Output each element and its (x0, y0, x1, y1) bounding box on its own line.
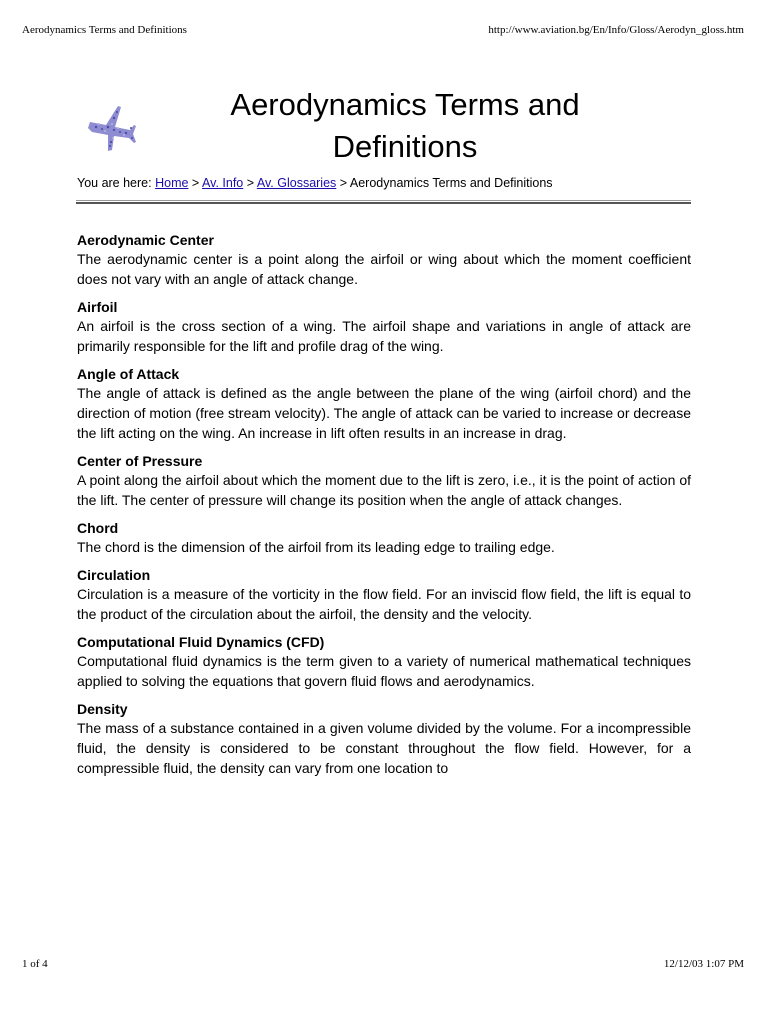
page-title: Aerodynamics Terms and Definitions (230, 87, 580, 164)
term-definition: Circulation is a measure of the vorticity in the flow field. For an inviscid flow field, the lift is equal to the product of the circulation about the airfoil, the density and the velocity. (77, 586, 691, 622)
breadcrumb (77, 176, 553, 190)
print-footer-page: 1 of 4 (22, 958, 48, 970)
glossary-term (77, 634, 691, 691)
print-header-title: Aerodynamics Terms and Definitions (22, 24, 187, 36)
breadcrumb-separator: > (339, 176, 348, 190)
glossary-term (77, 366, 691, 443)
breadcrumb-prefix: You are here: (77, 176, 152, 190)
header-divider (76, 200, 691, 204)
glossary-term (77, 701, 691, 778)
term-name: Center of Pressure (77, 453, 203, 469)
breadcrumb-separator: > (246, 176, 255, 190)
glossary-term (77, 453, 691, 510)
glossary-term (77, 232, 691, 289)
breadcrumb-link-av-info[interactable]: Av. Info (202, 176, 244, 190)
term-name: Aerodynamic Center (77, 232, 214, 248)
print-footer-datetime: 12/12/03 1:07 PM (663, 958, 744, 970)
airplane-icon[interactable] (84, 100, 138, 154)
term-name: Density (77, 701, 128, 717)
term-definition: An airfoil is the cross section of a wing. The airfoil shape and variations in angle of attack are primarily responsible for the lift and profile drag of the wing. (77, 318, 691, 354)
term-name: Angle of Attack (77, 366, 180, 382)
glossary-list (77, 232, 691, 788)
term-definition: The aerodynamic center is a point along the airfoil or wing about which the moment coefficient does not vary with an angle of attack change. (77, 251, 691, 287)
term-definition: The mass of a substance contained in a given volume divided by the volume. For a incompressible fluid, the density is considered to be constant throughout the flow field. However, for a compressible fluid, the density can vary from one location to (77, 720, 691, 776)
term-definition: Computational fluid dynamics is the term given to a variety of numerical mathematical techniques applied to solving the equations that govern fluid flows and aerodynamics. (77, 653, 691, 689)
term-definition: A point along the airfoil about which the moment due to the lift is zero, i.e., it is the point of action of the lift. The center of pressure will change its position when the angle of attack changes. (77, 472, 691, 508)
glossary-term (77, 520, 691, 557)
breadcrumb-current: Aerodynamics Terms and Definitions (349, 176, 553, 190)
breadcrumb-link-home[interactable]: Home (155, 176, 189, 190)
term-name: Airfoil (77, 299, 118, 315)
term-definition: The angle of attack is defined as the angle between the plane of the wing (airfoil chord) and the direction of motion (free stream velocity). The angle of attack can be varied to increase or decrease the lift acting on the wing. An increase in lift often results in an increase in drag. (77, 385, 691, 441)
breadcrumb-link-av-glossaries[interactable]: Av. Glossaries (256, 176, 337, 190)
glossary-term (77, 299, 691, 356)
glossary-term (77, 567, 691, 624)
print-header-url: http://www.aviation.bg/En/Info/Gloss/Aerodyn_gloss.htm (488, 24, 744, 36)
term-name: Circulation (77, 567, 151, 583)
term-name: Computational Fluid Dynamics (CFD) (77, 634, 325, 650)
breadcrumb-separator: > (191, 176, 200, 190)
term-name: Chord (77, 520, 119, 536)
term-definition: The chord is the dimension of the airfoil from its leading edge to trailing edge. (77, 539, 555, 555)
